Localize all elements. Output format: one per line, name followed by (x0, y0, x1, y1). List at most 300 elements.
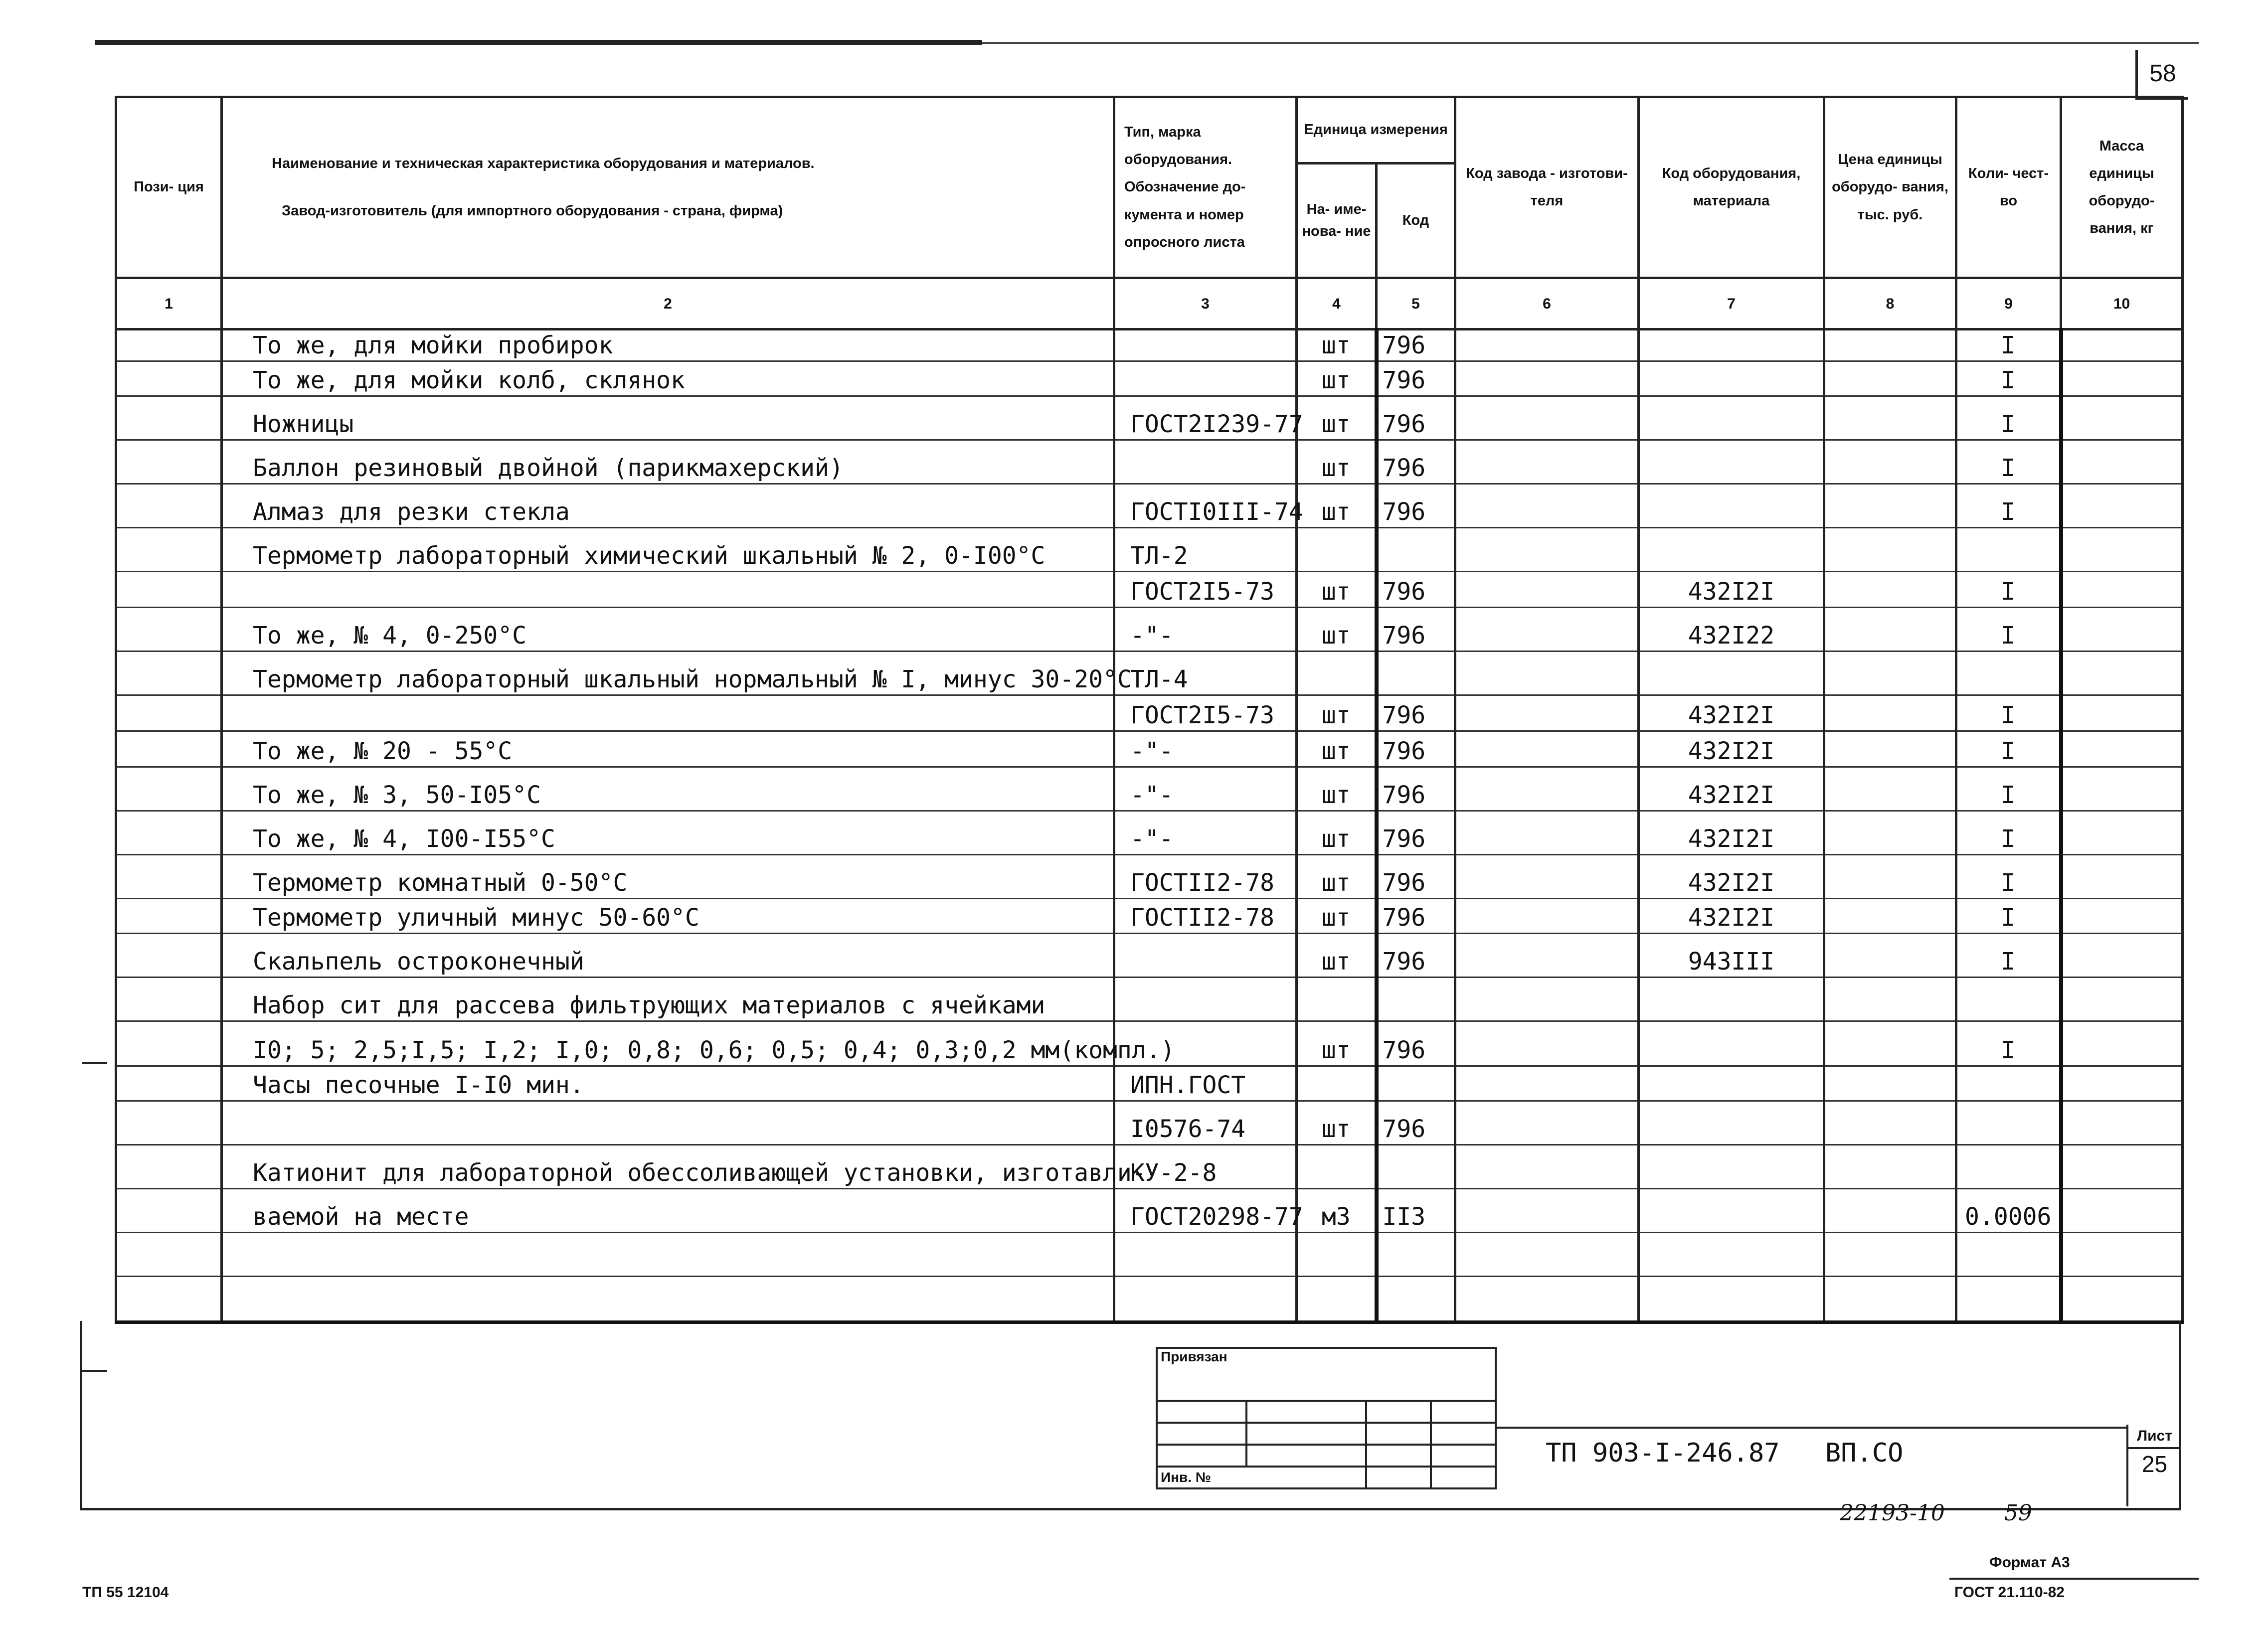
cell-factory-code (1455, 978, 1639, 1021)
cell-mass (2061, 899, 2183, 934)
cell-name: Термометр уличный минус 50-60°C (222, 899, 1114, 934)
cell-mass (2061, 1066, 2183, 1101)
cell-factory-code (1455, 329, 1639, 361)
cell-quantity: I (1956, 855, 2061, 899)
cell-name: То же, для мойки пробирок (222, 329, 1114, 361)
cell-name: Термометр лабораторный химический шкальный № 2, 0-I00°C (222, 528, 1114, 572)
cell-name: Часы песочные I-I0 мин. (222, 1066, 1114, 1101)
cell-mass (2061, 440, 2183, 484)
cell-price (1824, 731, 1956, 767)
footer-left-code: ТП 55 12104 (82, 1584, 169, 1601)
cell-unit-code: 796 (1377, 484, 1455, 528)
cell-mass (2061, 934, 2183, 978)
cell-factory-code (1455, 572, 1639, 608)
stamp-divider (1495, 1427, 2126, 1429)
cell-name: Скальпель остроконечный (222, 934, 1114, 978)
document-code: ТП 903-I-246.87 (1546, 1438, 1780, 1468)
cell-name: Катионит для лабораторной обессоливающей установки, изготавли- (222, 1145, 1114, 1189)
cell-unit-code: 796 (1377, 811, 1455, 855)
cell-unit: шт (1297, 731, 1377, 767)
cell-type (1114, 1277, 1297, 1322)
cell-price (1824, 1021, 1956, 1066)
column-number: 4 (1297, 278, 1377, 329)
cell-unit-code (1377, 1277, 1455, 1322)
cell-name (222, 572, 1114, 608)
cell-unit: м3 (1297, 1189, 1377, 1233)
header-equipment-code: Код оборудования, материала (1639, 97, 1824, 278)
cell-type (1114, 440, 1297, 484)
cell-mass (2061, 572, 2183, 608)
header-name-line1: Наименование и техническая характеристика оборудования и материалов. (272, 155, 815, 171)
cell-unit-code: 796 (1377, 767, 1455, 811)
cell-unit-code: II3 (1377, 1189, 1455, 1233)
cell-unit (1297, 1233, 1377, 1277)
cell-quantity: I (1956, 899, 2061, 934)
cell-quantity (1956, 1145, 2061, 1189)
cell-unit: шт (1297, 572, 1377, 608)
cell-type: ИПН.ГОСТ (1114, 1066, 1297, 1101)
header-price: Цена единицы оборудо- вания, тыс. руб. (1824, 97, 1956, 278)
cell-price (1824, 396, 1956, 440)
cell-price (1824, 329, 1956, 361)
cell-unit (1297, 1145, 1377, 1189)
cell-name: Алмаз для резки стекла (222, 484, 1114, 528)
cell-quantity: I (1956, 1021, 2061, 1066)
cell-type: ГОСТII2-78 (1114, 899, 1297, 934)
cell-factory-code (1455, 855, 1639, 899)
table-row (116, 1277, 2183, 1322)
cell-quantity: I (1956, 695, 2061, 731)
cell-mass (2061, 811, 2183, 855)
cell-unit: шт (1297, 934, 1377, 978)
cell-mass (2061, 767, 2183, 811)
cell-name (222, 1101, 1114, 1145)
column-number: 9 (1956, 278, 2061, 329)
cell-unit-code (1377, 1233, 1455, 1277)
cell-unit-code: 796 (1377, 695, 1455, 731)
cell-factory-code (1455, 1189, 1639, 1233)
table-row (116, 1101, 2183, 1145)
document-number (1546, 1438, 1903, 1468)
table-row (116, 440, 2183, 484)
cell-unit: шт (1297, 484, 1377, 528)
cell-position (116, 855, 222, 899)
cell-unit-code: 796 (1377, 361, 1455, 396)
cell-equipment-code (1639, 1101, 1824, 1145)
cell-name: Баллон резиновый двойной (парикмахерский) (222, 440, 1114, 484)
cell-factory-code (1455, 1145, 1639, 1189)
table-row (116, 608, 2183, 652)
cell-position (116, 1233, 222, 1277)
cell-equipment-code (1639, 396, 1824, 440)
cell-position (116, 811, 222, 855)
cell-type: ГОСТ2I239-77 (1114, 396, 1297, 440)
cell-unit-code: 796 (1377, 1101, 1455, 1145)
cell-equipment-code (1639, 1145, 1824, 1189)
cell-position (116, 572, 222, 608)
cell-factory-code (1455, 731, 1639, 767)
cell-name: Термометр лабораторный шкальный нормальный № I, минус 30-20°C (222, 652, 1114, 695)
cell-type: -"- (1114, 767, 1297, 811)
cell-factory-code (1455, 811, 1639, 855)
cell-type: ГОСТ20298-77 (1114, 1189, 1297, 1233)
header-quantity: Коли- чест- во (1956, 97, 2061, 278)
cell-unit (1297, 1277, 1377, 1322)
cell-quantity (1956, 528, 2061, 572)
cell-equipment-code (1639, 1277, 1824, 1322)
cell-quantity (1956, 978, 2061, 1021)
cell-unit: шт (1297, 767, 1377, 811)
handwritten-ref: 22193-10 (1840, 1500, 1945, 1526)
cell-unit-code (1377, 652, 1455, 695)
cell-unit-code: 796 (1377, 440, 1455, 484)
table-row (116, 1233, 2183, 1277)
cell-factory-code (1455, 899, 1639, 934)
cell-quantity: I (1956, 731, 2061, 767)
stamp-bound-label: Привязан (1157, 1348, 1496, 1401)
cell-name: Термометр комнатный 0-50°C (222, 855, 1114, 899)
cell-quantity: I (1956, 767, 2061, 811)
cell-unit: шт (1297, 329, 1377, 361)
cell-price (1824, 572, 1956, 608)
cell-position (116, 978, 222, 1021)
cell-unit-code: 796 (1377, 608, 1455, 652)
cell-equipment-code: 943III (1639, 934, 1824, 978)
cell-position (116, 731, 222, 767)
header-unit-code: Код (1377, 164, 1455, 278)
cell-equipment-code (1639, 1233, 1824, 1277)
cell-mass (2061, 652, 2183, 695)
cell-mass (2061, 731, 2183, 767)
cell-position (116, 608, 222, 652)
cell-quantity: I (1956, 484, 2061, 528)
cell-unit: шт (1297, 811, 1377, 855)
cell-position (116, 1021, 222, 1066)
margin-tick (82, 1370, 107, 1372)
cell-price (1824, 855, 1956, 899)
table-row (116, 934, 2183, 978)
cell-quantity (1956, 1066, 2061, 1101)
cell-equipment-code: 432I2I (1639, 572, 1824, 608)
table-row (116, 484, 2183, 528)
stamp-inventory-label: Инв. № (1157, 1467, 1366, 1488)
cell-price (1824, 934, 1956, 978)
cell-unit-code: 796 (1377, 1021, 1455, 1066)
cell-unit (1297, 528, 1377, 572)
cell-mass (2061, 855, 2183, 899)
cell-name (222, 1277, 1114, 1322)
cell-unit: шт (1297, 695, 1377, 731)
cell-factory-code (1455, 484, 1639, 528)
cell-quantity: I (1956, 396, 2061, 440)
cell-equipment-code: 432I2I (1639, 695, 1824, 731)
cell-factory-code (1455, 934, 1639, 978)
cell-factory-code (1455, 1277, 1639, 1322)
cell-type (1114, 934, 1297, 978)
cell-type: ТЛ-4 (1114, 652, 1297, 695)
cell-quantity (1956, 1277, 2061, 1322)
cell-unit-code: 796 (1377, 572, 1455, 608)
top-border-thick (95, 40, 982, 45)
cell-unit-code: 796 (1377, 731, 1455, 767)
cell-unit: шт (1297, 361, 1377, 396)
header-name-line2: Завод-изготовитель (для импортного оборудования - страна, фирма) (282, 203, 783, 219)
column-number: 3 (1114, 278, 1297, 329)
frame-left-edge (80, 1321, 82, 1510)
cell-type (1114, 361, 1297, 396)
cell-price (1824, 899, 1956, 934)
cell-type (1114, 1233, 1297, 1277)
cell-type: -"- (1114, 608, 1297, 652)
cell-price (1824, 767, 1956, 811)
cell-quantity: I (1956, 811, 2061, 855)
cell-position (116, 528, 222, 572)
cell-equipment-code (1639, 978, 1824, 1021)
cell-unit: шт (1297, 1101, 1377, 1145)
cell-price (1824, 484, 1956, 528)
cell-unit (1297, 978, 1377, 1021)
cell-quantity (1956, 1101, 2061, 1145)
cell-factory-code (1455, 608, 1639, 652)
cell-unit (1297, 1066, 1377, 1101)
table-row (116, 899, 2183, 934)
footer-rule (1949, 1578, 2199, 1580)
cell-mass (2061, 1189, 2183, 1233)
cell-mass (2061, 695, 2183, 731)
document-suffix: ВП.СО (1825, 1438, 1904, 1468)
cell-name: То же, для мойки колб, склянок (222, 361, 1114, 396)
table-row (116, 1021, 2183, 1066)
cell-mass (2061, 396, 2183, 440)
cell-type: ГОСТII2-78 (1114, 855, 1297, 899)
cell-type: ГОСТ2I5-73 (1114, 695, 1297, 731)
cell-factory-code (1455, 396, 1639, 440)
specification-table (115, 96, 2184, 1324)
header-type: Тип, марка оборудования. Обозначение до- кумента и номер опросного листа (1114, 97, 1297, 278)
cell-equipment-code (1639, 361, 1824, 396)
cell-type: КУ-2-8 (1114, 1145, 1297, 1189)
cell-factory-code (1455, 652, 1639, 695)
cell-position (116, 695, 222, 731)
cell-price (1824, 1145, 1956, 1189)
cell-unit: шт (1297, 608, 1377, 652)
table-row (116, 1189, 2183, 1233)
cell-name: То же, № 3, 50-I05°C (222, 767, 1114, 811)
sheet-label: Лист (2128, 1425, 2181, 1449)
cell-factory-code (1455, 440, 1639, 484)
cell-unit: шт (1297, 899, 1377, 934)
cell-name (222, 1233, 1114, 1277)
table-row (116, 572, 2183, 608)
table-row (116, 528, 2183, 572)
cell-unit-code (1377, 1066, 1455, 1101)
cell-equipment-code (1639, 1021, 1824, 1066)
cell-unit-code: 796 (1377, 396, 1455, 440)
cell-price (1824, 608, 1956, 652)
cell-type: -"- (1114, 731, 1297, 767)
table-row (116, 695, 2183, 731)
cell-type: ГОСТ2I5-73 (1114, 572, 1297, 608)
cell-quantity: I (1956, 361, 2061, 396)
cell-equipment-code: 432I2I (1639, 731, 1824, 767)
table-row (116, 329, 2183, 361)
header-mass: Масса единицы оборудо- вания, кг (2061, 97, 2183, 278)
cell-name: Ножницы (222, 396, 1114, 440)
cell-quantity: I (1956, 934, 2061, 978)
cell-name: I0; 5; 2,5;I,5; I,2; I,0; 0,8; 0,6; 0,5; 0,4; 0,3;0,2 мм(компл.) (222, 1021, 1114, 1066)
cell-mass (2061, 1233, 2183, 1277)
cell-unit-code (1377, 978, 1455, 1021)
cell-position (116, 1189, 222, 1233)
cell-name: Набор сит для рассева фильтрующих материалов с ячейками (222, 978, 1114, 1021)
cell-type (1114, 978, 1297, 1021)
cell-price (1824, 978, 1956, 1021)
cell-equipment-code (1639, 1189, 1824, 1233)
sheet-box (2126, 1425, 2181, 1506)
cell-position (116, 899, 222, 934)
cell-position (116, 934, 222, 978)
table-row (116, 1145, 2183, 1189)
cell-equipment-code (1639, 440, 1824, 484)
table-row (116, 652, 2183, 695)
cell-quantity: I (1956, 608, 2061, 652)
cell-unit: шт (1297, 1021, 1377, 1066)
column-number: 8 (1824, 278, 1956, 329)
cell-name: То же, № 4, 0-250°C (222, 608, 1114, 652)
cell-unit-code: 796 (1377, 855, 1455, 899)
cell-quantity: 0.0006 (1956, 1189, 2061, 1233)
cell-quantity (1956, 1233, 2061, 1277)
cell-price (1824, 1233, 1956, 1277)
handwritten-page: 59 (2004, 1500, 2032, 1526)
cell-position (116, 484, 222, 528)
cell-mass (2061, 1101, 2183, 1145)
cell-price (1824, 1066, 1956, 1101)
cell-unit: шт (1297, 396, 1377, 440)
cell-equipment-code (1639, 1066, 1824, 1101)
cell-mass (2061, 484, 2183, 528)
cell-factory-code (1455, 767, 1639, 811)
cell-name: ваемой на месте (222, 1189, 1114, 1233)
cell-equipment-code (1639, 652, 1824, 695)
cell-unit: шт (1297, 440, 1377, 484)
page-number-top: 58 (2135, 50, 2188, 100)
cell-mass (2061, 528, 2183, 572)
cell-mass (2061, 978, 2183, 1021)
cell-type (1114, 329, 1297, 361)
cell-position (116, 329, 222, 361)
cell-price (1824, 528, 1956, 572)
header-unit-name: На- име- нова- ние (1297, 164, 1377, 278)
cell-unit-code: 796 (1377, 934, 1455, 978)
cell-equipment-code (1639, 329, 1824, 361)
cell-mass (2061, 1145, 2183, 1189)
cell-price (1824, 440, 1956, 484)
cell-price (1824, 1277, 1956, 1322)
cell-type: I0576-74 (1114, 1101, 1297, 1145)
cell-quantity: I (1956, 329, 2061, 361)
cell-mass (2061, 1277, 2183, 1322)
table-row (116, 361, 2183, 396)
table-row (116, 396, 2183, 440)
cell-unit-code: 796 (1377, 899, 1455, 934)
cell-equipment-code (1639, 484, 1824, 528)
cell-position (116, 1277, 222, 1322)
cell-type: ГОСТI0III-74 (1114, 484, 1297, 528)
top-border-thin (982, 42, 2199, 44)
cell-equipment-code: 432I22 (1639, 608, 1824, 652)
cell-type: ТЛ-2 (1114, 528, 1297, 572)
cell-factory-code (1455, 361, 1639, 396)
cell-position (116, 440, 222, 484)
table-row (116, 855, 2183, 899)
cell-name: То же, № 4, I00-I55°C (222, 811, 1114, 855)
column-number: 6 (1455, 278, 1639, 329)
cell-quantity: I (1956, 572, 2061, 608)
cell-position (116, 652, 222, 695)
cell-unit-code (1377, 528, 1455, 572)
approval-stamp (1156, 1347, 1497, 1489)
cell-unit: шт (1297, 855, 1377, 899)
cell-mass (2061, 361, 2183, 396)
cell-position (116, 767, 222, 811)
cell-mass (2061, 608, 2183, 652)
cell-position (116, 361, 222, 396)
footer-standard: ГОСТ 21.110-82 (1954, 1584, 2065, 1601)
column-number: 7 (1639, 278, 1824, 329)
cell-unit-code: 796 (1377, 329, 1455, 361)
cell-factory-code (1455, 1101, 1639, 1145)
cell-name (222, 695, 1114, 731)
cell-factory-code (1455, 1233, 1639, 1277)
cell-position (116, 1066, 222, 1101)
cell-equipment-code (1639, 528, 1824, 572)
column-number: 5 (1377, 278, 1455, 329)
cell-price (1824, 1101, 1956, 1145)
cell-mass (2061, 1021, 2183, 1066)
cell-factory-code (1455, 1021, 1639, 1066)
footer-format: Формат А3 (1989, 1554, 2070, 1571)
column-number: 2 (222, 278, 1114, 329)
column-number: 10 (2061, 278, 2183, 329)
cell-price (1824, 1189, 1956, 1233)
margin-tick (82, 1062, 107, 1064)
header-unit-group: Единица измерения (1297, 97, 1455, 164)
table-row (116, 731, 2183, 767)
cell-factory-code (1455, 695, 1639, 731)
table-row (116, 811, 2183, 855)
cell-price (1824, 811, 1956, 855)
cell-price (1824, 361, 1956, 396)
cell-position (116, 1101, 222, 1145)
cell-name: То же, № 20 - 55°C (222, 731, 1114, 767)
table-row (116, 767, 2183, 811)
header-factory-code: Код завода - изготови- теля (1455, 97, 1639, 278)
cell-price (1824, 695, 1956, 731)
column-number: 1 (116, 278, 222, 329)
cell-price (1824, 652, 1956, 695)
cell-quantity (1956, 652, 2061, 695)
cell-position (116, 1145, 222, 1189)
cell-equipment-code: 432I2I (1639, 899, 1824, 934)
cell-equipment-code: 432I2I (1639, 811, 1824, 855)
cell-factory-code (1455, 1066, 1639, 1101)
sheet-number: 25 (2141, 1451, 2168, 1477)
cell-equipment-code: 432I2I (1639, 767, 1824, 811)
cell-equipment-code: 432I2I (1639, 855, 1824, 899)
cell-position (116, 396, 222, 440)
header-position: Пози- ция (116, 97, 222, 278)
